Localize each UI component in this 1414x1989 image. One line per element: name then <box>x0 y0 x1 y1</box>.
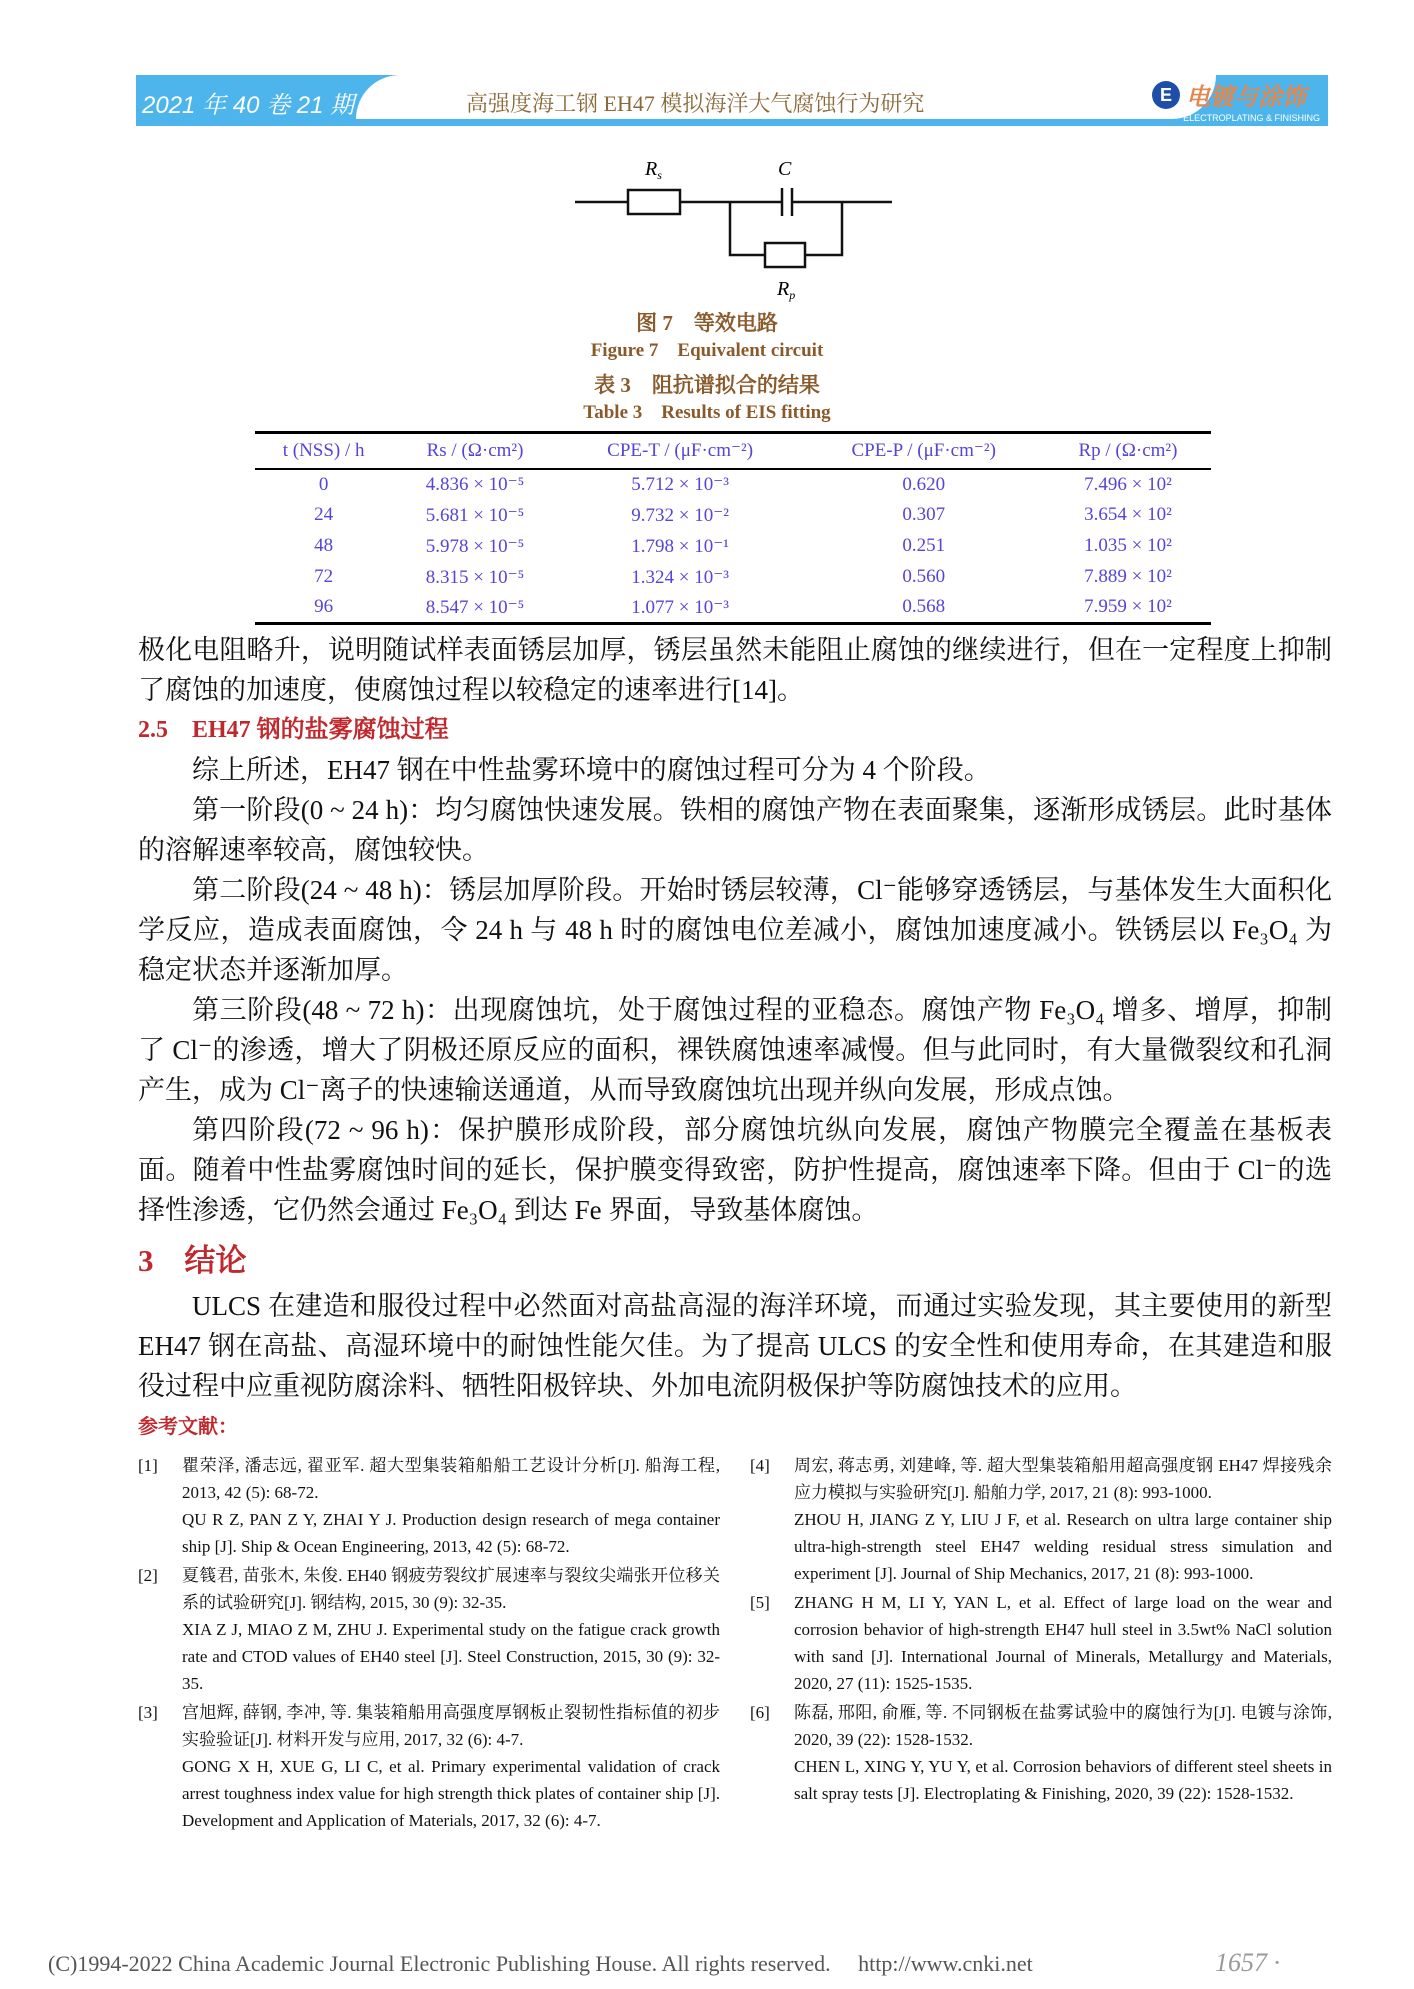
logo-icon: E <box>1152 81 1180 109</box>
paragraph: 第一阶段(0 ~ 24 h)：均匀腐蚀快速发展。铁相的腐蚀产物在表面聚集，逐渐形成锈层。此时基体的溶解速率较高，腐蚀较快。 <box>138 795 1332 865</box>
references <box>138 1452 1332 1836</box>
reference-number: [2] <box>138 1566 158 1585</box>
reference-item <box>750 1699 1332 1807</box>
rp-label: $R_p$ <box>777 278 796 302</box>
table-cell: 0.560 <box>902 566 946 587</box>
table-cell: 4.836 × 10⁻⁵ <box>425 474 525 495</box>
section-heading-3: 3 结论 <box>138 1243 247 1278</box>
reference-number: [6] <box>750 1703 770 1722</box>
page-number: 1657 · <box>1215 1948 1280 1977</box>
table-cell: 96 <box>314 596 334 618</box>
logo-subtitle: ELECTROPLATING & FINISHING <box>1183 113 1320 123</box>
table-caption-cn: 表 3 阻抗谱拟合的结果 <box>594 373 820 397</box>
reference-en: XIA Z J, MIAO Z M, ZHU J. Experimental study on the fatigue crack growth rate and CTOD values of EH40 steel [J]. Steel Construction, 2015, 30 (9): 32-35. <box>182 1620 720 1693</box>
table-cell: 5.681 × 10⁻⁵ <box>425 504 525 526</box>
references-left-column <box>138 1452 720 1836</box>
reference-cn: 瞿荣泽, 潘志远, 翟亚军. 超大型集装箱船船工艺设计分析[J]. 船海工程, 2013, 42 (5): 68-72. <box>182 1456 720 1502</box>
journal-logo <box>1152 77 1306 112</box>
table-cell: 7.959 × 10² <box>1084 596 1172 618</box>
table-cell: 1.324 × 10⁻³ <box>631 566 729 588</box>
table-cell: 9.732 × 10⁻² <box>631 504 729 526</box>
table-caption-en: Table 3 Results of EIS fitting <box>583 402 831 423</box>
table-cell: 5.712 × 10⁻³ <box>631 474 729 495</box>
reference-number: [1] <box>138 1456 158 1475</box>
table-cell: 0 <box>318 473 329 495</box>
col-header: t (NSS) / h <box>255 433 392 469</box>
table-cell: 1.035 × 10² <box>1084 535 1172 556</box>
reference-item <box>750 1452 1332 1587</box>
reference-item <box>138 1562 720 1697</box>
reference-en: ZHOU H, JIANG Z Y, LIU J F, et al. Research on ultra large container ship ultra-high-strength steel EH47 welding residual stress simulation and experiment [J]. Journal of Ship Mechanics, 2017, 21 (8): 993-1000. <box>794 1510 1332 1583</box>
reference-number: [4] <box>750 1456 770 1475</box>
issue-label: 2021 年 40 卷 21 期 <box>142 92 355 119</box>
references-right-column <box>750 1452 1332 1836</box>
reference-cn: 宫旭辉, 薛钢, 李冲, 等. 集装箱船用高强度厚钢板止裂韧性指标值的初步实验验证[J]. 材料开发与应用, 2017, 32 (6): 4-7. <box>182 1703 720 1749</box>
table-cell: 7.496 × 10² <box>1084 473 1172 495</box>
table-row <box>255 531 1211 562</box>
table-cell: 0.568 <box>902 596 946 618</box>
conclusion-body: ULCS 在建造和服役过程中必然面对高盐高湿的海洋环境，而通过实验发现，其主要使用的新型 EH47 钢在高盐、高湿环境中的耐蚀性能欠佳。为了提高 ULCS 的安全性和使用寿命，在其建造和服役过程中应重视防腐涂料、牺牲阳极锌块、外加电流阴极保护等防腐蚀技术的应用。 <box>138 1291 1332 1401</box>
running-header <box>136 75 1328 126</box>
col-header: Rs / (Ω·cm²) <box>392 433 557 469</box>
table-row <box>255 469 1211 500</box>
equivalent-circuit-diagram <box>570 150 900 305</box>
paragraph: 第三阶段(48 ~ 72 h)：出现腐蚀坑，处于腐蚀过程的亚稳态。腐蚀产物 Fe₃O₄ 增多、增厚，抑制了 Cl⁻的渗透，增大了阴极还原反应的面积，裸铁腐蚀速率减慢。但与此同时，有大量微裂纹和孔洞产生，成为 Cl⁻离子的快速输送通道，从而导致腐蚀坑出现并纵向发展，形成点蚀。 <box>138 995 1332 1105</box>
logo-text: 电镀与涂饰 <box>1186 85 1306 111</box>
reference-en: CHEN L, XING Y, YU Y, et al. Corrosion behaviors of different steel sheets in salt spray tests [J]. Electroplating & Finishing, 2020, 39 (22): 1528-1532. <box>794 1757 1332 1803</box>
section-2-5-body <box>138 750 1332 1230</box>
table-cell: 48 <box>314 535 334 556</box>
rs-label: $R_s$ <box>645 158 662 182</box>
table-cell: 5.978 × 10⁻⁵ <box>425 535 525 557</box>
table-cell: 7.889 × 10² <box>1084 566 1172 587</box>
reference-number: [5] <box>750 1593 770 1612</box>
reference-item <box>138 1452 720 1560</box>
table-row <box>255 500 1211 531</box>
table-cell: 0.251 <box>902 535 946 556</box>
reference-item <box>138 1699 720 1834</box>
table-cell: 8.315 × 10⁻⁵ <box>425 566 525 588</box>
table-cell: 3.654 × 10² <box>1084 504 1172 525</box>
reference-en: QU R Z, PAN Z Y, ZHAI Y J. Production design research of mega container ship [J]. Ship & Ocean Engineering, 2013, 42 (5): 68-72. <box>182 1510 720 1556</box>
reference-en: ZHANG H M, LI Y, YAN L, et al. Effect of large load on the wear and corrosion behavior of high-strength EH47 hull steel in 3.5wt% NaCl solution with sand [J]. International Journal of Minerals, Metallurgy and Materials, 2020, 27 (11): 1525-1535. <box>794 1593 1332 1693</box>
table-cell: 0.620 <box>902 473 946 495</box>
table-row <box>255 562 1211 593</box>
c-label: C <box>778 158 792 180</box>
reference-number: [3] <box>138 1703 158 1722</box>
references-heading: 参考文献： <box>138 1416 238 1438</box>
reference-en: GONG X H, XUE G, LI C, et al. Primary experimental validation of crack arrest toughness index value for high strength thick plates of container ship [J]. Development and Application of Materials, 2017, 32 (6): 4-7. <box>182 1757 720 1830</box>
paragraph: 第二阶段(24 ~ 48 h)：锈层加厚阶段。开始时锈层较薄，Cl⁻能够穿透锈层，与基体发生大面积化学反应，造成表面腐蚀，令 24 h 与 48 h 时的腐蚀电位差减小，腐蚀加速度减小。铁锈层以 Fe₃O₄ 为稳定状态并逐渐加厚。 <box>138 875 1332 985</box>
reference-cn: 周宏, 蒋志勇, 刘建峰, 等. 超大型集装箱船用超高强度钢 EH47 焊接残余应力模拟与实验研究[J]. 船舶力学, 2017, 21 (8): 993-1000. <box>794 1456 1332 1502</box>
table-cell: 1.798 × 10⁻¹ <box>631 535 729 557</box>
table-cell: 72 <box>314 566 334 587</box>
table-row <box>255 593 1211 624</box>
reference-cn: 陈磊, 邢阳, 俞雁, 等. 不同钢板在盐雾试验中的腐蚀行为[J]. 电镀与涂饰, 2020, 39 (22): 1528-1532. <box>794 1703 1332 1749</box>
col-header: CPE-T / (μF·cm⁻²) <box>558 433 803 469</box>
paragraph: 综上所述，EH47 钢在中性盐雾环境中的腐蚀过程可分为 4 个阶段。 <box>192 755 991 785</box>
table-cell: 8.547 × 10⁻⁵ <box>425 596 525 618</box>
table-cell: 24 <box>314 504 334 525</box>
paragraph: 第四阶段(72 ~ 96 h)：保护膜形成阶段，部分腐蚀坑纵向发展，腐蚀产物膜完全覆盖在基板表面。随着中性盐雾腐蚀时间的延长，保护膜变得致密，防护性提高，腐蚀速率下降。但由于 Cl⁻的选择性渗透，它仍然会通过 Fe₃O₄ 到达 Fe 界面，导致基体腐蚀。 <box>138 1115 1332 1225</box>
main-text-flow <box>138 630 1332 1836</box>
figure-caption-cn: 图 7 等效电路 <box>636 311 778 335</box>
eis-results-table <box>255 431 1211 625</box>
col-header: CPE-P / (μF·cm⁻²) <box>803 433 1045 469</box>
reference-cn: 夏篯君, 苗张木, 朱俊. EH40 钢疲劳裂纹扩展速率与裂纹尖端张开位移关系的试验研究[J]. 钢结构, 2015, 30 (9): 32-35. <box>182 1566 720 1612</box>
copyright-footer: (C)1994-2022 China Academic Journal Electronic Publishing House. All rights reserved. http://www.cnki.net <box>48 1951 1033 1976</box>
table-cell: 1.077 × 10⁻³ <box>631 596 729 618</box>
section-heading-2-5: 2.5 EH47 钢的盐雾腐蚀过程 <box>138 717 449 743</box>
running-title: 高强度海工钢 EH47 模拟海洋大气腐蚀行为研究 <box>466 91 925 116</box>
table-cell: 0.307 <box>902 504 946 525</box>
figure-caption-en: Figure 7 Equivalent circuit <box>590 340 824 361</box>
paragraph-continued: 极化电阻略升，说明随试样表面锈层加厚，锈层虽然未能阻止腐蚀的继续进行，但在一定程度上抑制了腐蚀的加速度，使腐蚀过程以较稳定的速率进行[14]。 <box>138 635 1332 705</box>
col-header: Rp / (Ω·cm²) <box>1045 433 1211 469</box>
reference-item <box>750 1589 1332 1697</box>
